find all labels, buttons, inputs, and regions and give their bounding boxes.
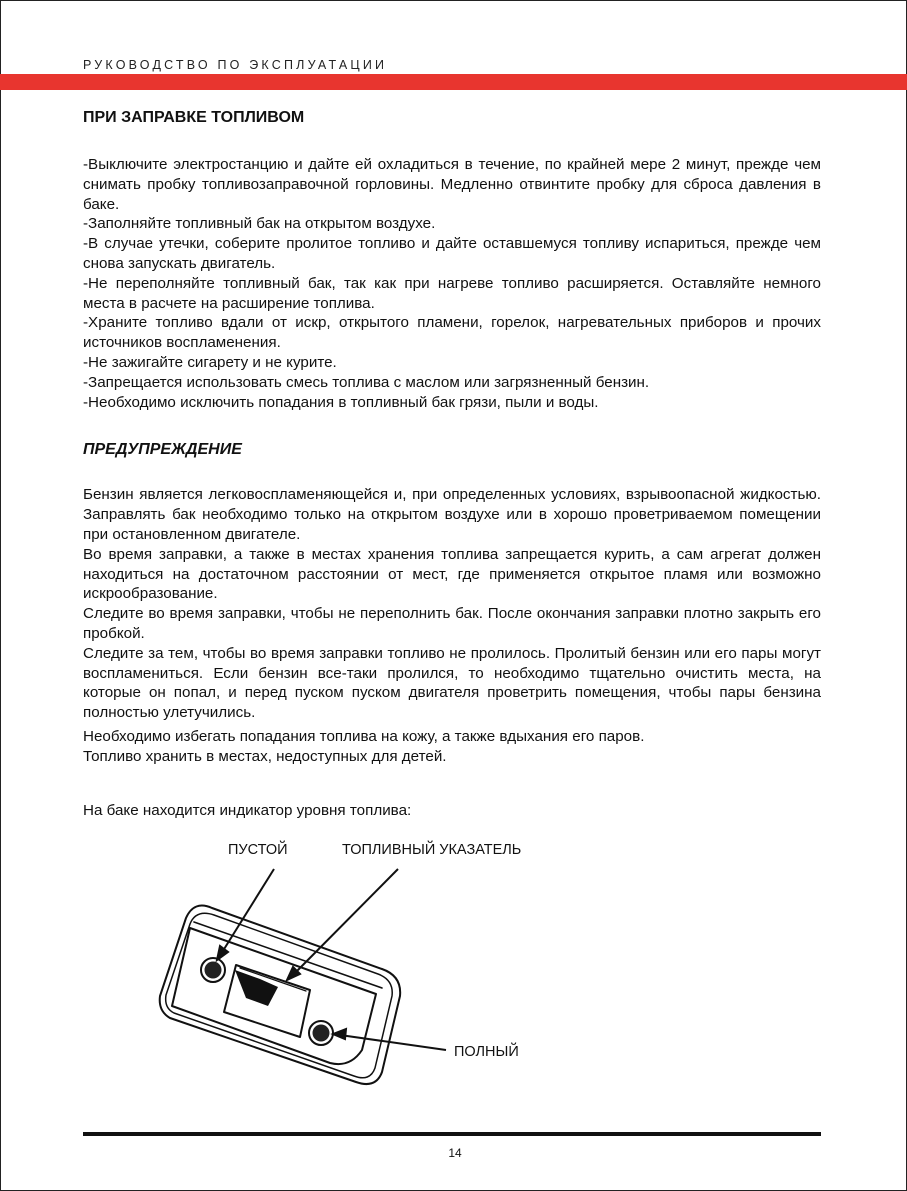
refuel-item-1: -Выключите электростанцию и дайте ей охладиться в течение, по крайней мере 2 минут, прежде чем снимать пробку топливозаправочной горловины. Медленно отвинтите пробку для сброса давления в баке. bbox=[83, 156, 821, 213]
refuel-item-2: -Заполняйте топливный бак на открытом воздухе. bbox=[83, 215, 436, 233]
section-title-refueling: ПРИ ЗАПРАВКЕ ТОПЛИВОМ bbox=[83, 109, 305, 126]
label-empty: ПУСТОЙ bbox=[228, 842, 288, 858]
refuel-item-4: -Не переполняйте топливный бак, так как при нагреве топливо расширяется. Оставляйте немного места в расчете на расширение топлива. bbox=[83, 274, 821, 312]
fuel-gauge-drawing bbox=[150, 836, 570, 1106]
warning-paragraph-6: Топливо хранить в местах, недоступных для детей. bbox=[83, 747, 447, 765]
page-content bbox=[83, 108, 821, 820]
label-fuel-gauge: ТОПЛИВНЫЙ УКАЗАТЕЛЬ bbox=[342, 842, 522, 858]
indicator-intro: На баке находится индикатор уровня топлива: bbox=[83, 801, 412, 819]
refuel-item-5: -Храните топливо вдали от искр, открытого пламени, горелок, нагревательных приборов и прочих источников воспламенения. bbox=[83, 314, 821, 352]
refuel-item-6: -Не зажигайте сигарету и не курите. bbox=[83, 353, 337, 371]
warning-paragraph-5: Необходимо избегать попадания топлива на кожу, а также вдыхания его паров. bbox=[83, 727, 645, 745]
page-number: 14 bbox=[448, 1146, 462, 1160]
section-title-warning: ПРЕДУПРЕЖДЕНИЕ bbox=[83, 441, 242, 459]
warning-paragraph-2: Во время заправки, а также в местах хранения топлива запрещается курить, а сам агрегат должен находиться на достаточном расстоянии от мест, где применяется открытое пламя или возможно искрообразование. bbox=[83, 545, 821, 603]
refuel-item-7: -Запрещается использовать смесь топлива с маслом или загрязненный бензин. bbox=[83, 373, 650, 391]
warning-paragraph-1: Бензин является легковоспламеняющейся и, при определенных условиях, взрывоопасной жидкостью. Заправлять бак необходимо только на открытом воздухе или в хорошо проветриваемом помещении при остановленном двигателе. bbox=[83, 486, 821, 543]
header-band bbox=[0, 74, 907, 90]
warning-paragraph-4: Следите за тем, чтобы во время заправки топливо не пролилось. Пролитый бензин или его пары могут воспламениться. Если бензин все-таки пролился, то необходимо тщательно очистить места, на которые он попал, и перед пуском пуском двигателя проветрить помещения, чтобы пары бензина полностью улетучились. bbox=[83, 644, 821, 722]
warning-paragraph-3: Следите во время заправки, чтобы не переполнить бак. После окончания заправки плотно закрыть его пробкой. bbox=[83, 605, 821, 642]
refuel-item-3: -В случае утечки, соберите пролитое топливо и дайте оставшемуся топливу испариться, прежде чем снова запускать двигатель. bbox=[83, 235, 821, 272]
fuel-gauge-diagram bbox=[150, 836, 570, 1106]
running-header: РУКОВОДСТВО ПО ЭКСПЛУАТАЦИИ bbox=[83, 58, 388, 72]
refuel-item-8: -Необходимо исключить попадания в топливный бак грязи, пыли и воды. bbox=[83, 393, 599, 411]
label-full: ПОЛНЫЙ bbox=[454, 1044, 519, 1060]
footer-rule bbox=[83, 1132, 821, 1136]
